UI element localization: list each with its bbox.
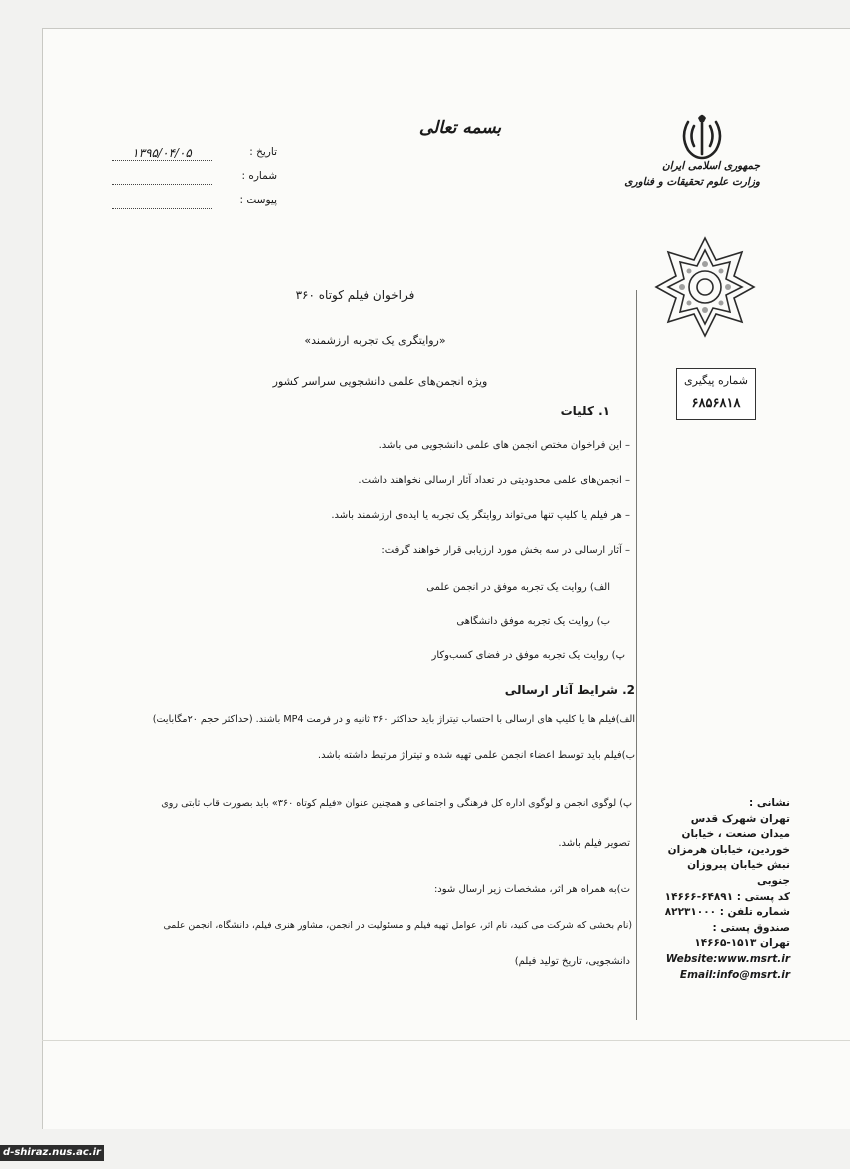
number-label: شماره : <box>241 170 277 182</box>
category-p: پ) روایت یک تجربه موفق در فضای کسب‌وکار <box>431 650 625 661</box>
section1-item-4: – آثار ارسالی در سه بخش مورد ارزیابی قرار خواهند گرفت: <box>381 545 630 556</box>
call-subtitle: «روایتگری یک تجربه ارزشمند» <box>304 334 446 347</box>
address-line: نبش خیابان پیروزان جنوبی <box>687 859 790 887</box>
number-value <box>112 170 212 185</box>
org-line-2: وزارت علوم تحقیقات و فناوری <box>624 176 760 188</box>
section2-item-b: ب)فیلم باید توسط اعضاء انجمن علمی تهیه شده و تیتراژ مرتبط داشته باشد. <box>317 750 635 761</box>
address-label: نشانی : <box>749 797 790 809</box>
address-line: خوردین، خیابان هرمزان <box>667 843 790 856</box>
section1-item-1: – این فراخوان مختص انجمن های علمی دانشجویی می باشد. <box>378 440 630 451</box>
section1-heading: ۱. کلیات <box>560 404 610 418</box>
section2-item-t-line3: دانشجویی، تاریخ تولید فیلم) <box>514 956 630 967</box>
section2-item-t-line1: ت)به همراه هر اثر، مشخصات زیر ارسال شود: <box>433 884 630 895</box>
organization-name <box>615 158 760 190</box>
address-line: میدان صنعت ، خیابان <box>681 828 790 841</box>
section2-item-t-line2: (نام بخشی که شرکت می کنید، نام اثر، عوامل تهیه فیلم و مسئولیت در انجمن، مشاور هنری فیلم، دانشگاه، انجمن علمی <box>163 920 632 931</box>
call-title: فراخوان فیلم کوتاه ۳۶۰ <box>295 288 415 302</box>
date-value: ۱۳۹۵/۰۴/۰۵ <box>112 146 212 161</box>
email-text: Email:info@msrt.ir <box>679 968 790 981</box>
margin-rule <box>636 290 637 1020</box>
org-line-1: جمهوری اسلامی ایران <box>661 160 760 172</box>
address-block <box>660 796 790 983</box>
basmala-heading: بسمه تعالی <box>418 118 502 138</box>
postal-code: کد پستی : ۶۴۸۹۱-۱۴۶۶۶ <box>664 890 790 903</box>
page-fold-line <box>42 1040 850 1041</box>
attachment-label: پیوست : <box>239 194 277 206</box>
iran-emblem-icon <box>678 112 726 164</box>
call-audience: ویژه انجمن‌های علمی دانشجویی سراسر کشور <box>272 375 488 388</box>
category-a: الف) روایت یک تجربه موفق در انجمن علمی <box>426 582 610 593</box>
number-row <box>112 170 277 188</box>
section2-heading: 2. شرایط آثار ارسالی <box>504 683 635 697</box>
date-row <box>112 146 277 164</box>
po-box-label: صندوق پستی : <box>712 921 790 934</box>
tracking-number-box <box>676 368 756 420</box>
section2-item-a: الف)فیلم ها یا کلیپ های ارسالی با احتساب تیتراژ باید حداکثر ۳۶۰ ثانیه و در فرمت MP4 باشند. (حداکثر حجم ۲۰مگابایت) <box>152 714 635 725</box>
section2-item-p-line1: پ) لوگوی انجمن و لوگوی اداره کل فرهنگی و اجتماعی و همچنین عنوان «فیلم کوتاه ۳۶۰» باید بصورت قاب ثابتی روی <box>161 798 632 809</box>
date-label: تاریخ : <box>249 146 277 158</box>
po-box-value: تهران ۱۵۱۳-۱۴۶۶۵ <box>694 937 790 950</box>
address-line: تهران شهرک قدس <box>690 812 790 825</box>
section2-item-p-line2: تصویر فیلم باشد. <box>558 838 630 849</box>
section1-item-2: – انجمن‌های علمی محدودیتی در تعداد آثار ارسالی نخواهند داشت. <box>358 475 630 486</box>
attachment-row <box>112 194 277 212</box>
category-b: ب) روایت یک تجربه موفق دانشگاهی <box>456 616 610 627</box>
footer-watermark: d-shiraz.nus.ac.ir <box>3 1147 101 1158</box>
section1-item-3: – هر فیلم یا کلیپ تنها می‌تواند روایتگر یک تجربه یا ایده‌ی ارزشمند باشد. <box>331 510 630 521</box>
phone-number: شماره تلفن : ۸۲۲۳۱۰۰۰ <box>664 906 790 919</box>
tracking-label: شماره پیگیری <box>684 374 748 387</box>
attachment-value <box>112 194 212 209</box>
tracking-number: ۶۸۵۶۸۱۸ <box>691 396 741 411</box>
website-text: Website:www.msrt.ir <box>665 952 790 965</box>
star-ornament-icon <box>652 234 758 340</box>
